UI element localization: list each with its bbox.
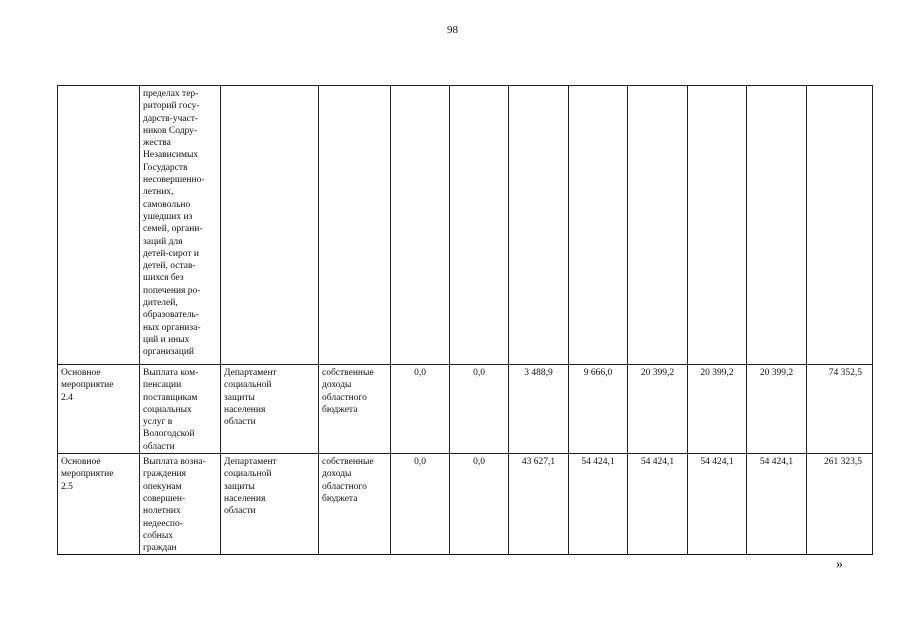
event-code-cell [58, 86, 140, 365]
funding-source-cell [319, 86, 391, 365]
executor-cell: Департамент социальной защиты населения области [221, 365, 319, 454]
value-cell: 3 488,9 [509, 365, 569, 454]
page-number: 98 [447, 24, 458, 36]
value-cell [747, 86, 807, 365]
event-name-cell: Выплата ком- пенсации поставщикам социальных услуг в Вологодской области [140, 365, 221, 454]
table-row [58, 454, 873, 555]
value-cell: 20 399,2 [747, 365, 807, 454]
event-name-cell: Выплата возна- граждения опекунам совершен- нолетних недееспо- собных граждан [140, 454, 221, 555]
value-cell [628, 86, 688, 365]
value-cell [688, 86, 747, 365]
value-cell [450, 86, 509, 365]
value-cell: 43 627,1 [509, 454, 569, 555]
event-code-cell: Основное мероприятие 2.5 [58, 454, 140, 555]
table-row [58, 86, 873, 365]
value-cell: 261 323,5 [807, 454, 873, 555]
value-cell [509, 86, 569, 365]
funding-source-cell: собственные доходы областного бюджета [319, 365, 391, 454]
executor-cell [221, 86, 319, 365]
budget-table [57, 85, 873, 555]
value-cell: 54 424,1 [569, 454, 628, 555]
value-cell: 20 399,2 [628, 365, 688, 454]
value-cell: 20 399,2 [688, 365, 747, 454]
value-cell: 54 424,1 [628, 454, 688, 555]
value-cell: 0,0 [450, 454, 509, 555]
event-code-cell: Основное мероприятие 2.4 [58, 365, 140, 454]
value-cell: 0,0 [391, 454, 450, 555]
value-cell: 74 352,5 [807, 365, 873, 454]
event-name-cell: пределах тер- риторий госу- дарств-участ- ников Содру- жества Независимых Государств несовершенно- летних, самовольно ушедших из семей, органи- заций для детей-сирот и детей, остав- шихся без попечения ро- дителей, образователь- ных организа- ций и иных организаций [140, 86, 221, 365]
funding-source-cell: собственные доходы областного бюджета [319, 454, 391, 555]
value-cell: 54 424,1 [688, 454, 747, 555]
value-cell: 0,0 [450, 365, 509, 454]
executor-cell: Департамент социальной защиты населения области [221, 454, 319, 555]
table-row [58, 365, 873, 454]
value-cell [569, 86, 628, 365]
value-cell [391, 86, 450, 365]
value-cell: 54 424,1 [747, 454, 807, 555]
closing-quote: » [836, 557, 843, 572]
value-cell [807, 86, 873, 365]
value-cell: 9 666,0 [569, 365, 628, 454]
value-cell: 0,0 [391, 365, 450, 454]
